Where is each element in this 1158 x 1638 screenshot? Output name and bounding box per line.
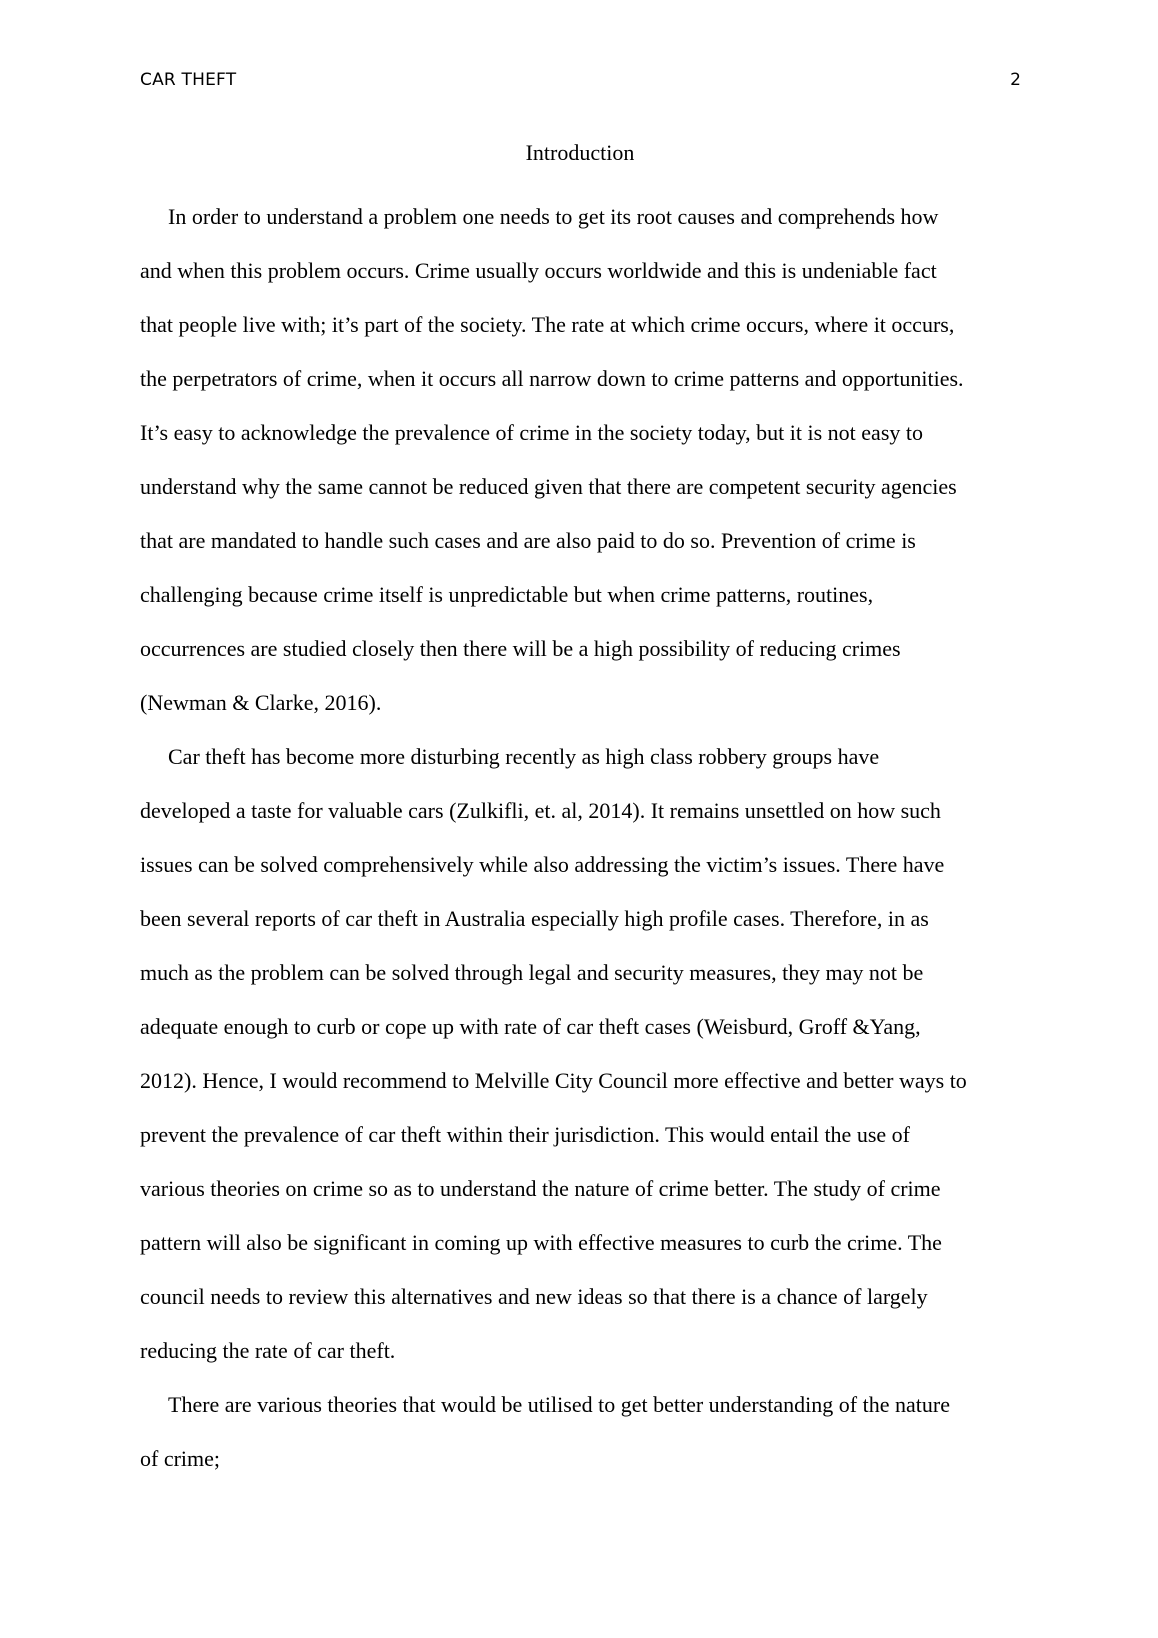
text-line: council needs to review this alternatives and new ideas so that there is a chance of largely [140, 1284, 928, 1309]
text-line: issues can be solved comprehensively while also addressing the victim’s issues. There have [140, 852, 945, 877]
document-body [140, 190, 1024, 1486]
text-line: challenging because crime itself is unpredictable but when crime patterns, routines, [140, 582, 874, 607]
text-line: (Newman & Clarke, 2016). [140, 690, 382, 715]
text-line: There are various theories that would be utilised to get better understanding of the nature [168, 1392, 950, 1417]
text-line: the perpetrators of crime, when it occurs all narrow down to crime patterns and opportunities. [140, 366, 964, 391]
text-line: 2012). Hence, I would recommend to Melville City Council more effective and better ways to [140, 1068, 967, 1093]
text-line: that people live with; it’s part of the society. The rate at which crime occurs, where it occurs, [140, 312, 955, 337]
text-line: of crime; [140, 1446, 221, 1471]
text-line: occurrences are studied closely then there will be a high possibility of reducing crimes [140, 636, 901, 661]
paragraph-1 [140, 190, 1024, 730]
text-line: been several reports of car theft in Australia especially high profile cases. Therefore, in as [140, 906, 929, 931]
text-line: understand why the same cannot be reduced given that there are competent security agencies [140, 474, 957, 499]
paragraph-3 [140, 1378, 1024, 1486]
page-number: 2 [1010, 70, 1021, 90]
text-line: prevent the prevalence of car theft within their jurisdiction. This would entail the use of [140, 1122, 910, 1147]
running-head: CAR THEFT [140, 70, 237, 90]
text-line: Car theft has become more disturbing recently as high class robbery groups have [168, 744, 880, 769]
text-line: It’s easy to acknowledge the prevalence of crime in the society today, but it is not easy to [140, 420, 923, 445]
text-line: and when this problem occurs. Crime usually occurs worldwide and this is undeniable fact [140, 258, 937, 283]
text-line: that are mandated to handle such cases and are also paid to do so. Prevention of crime is [140, 528, 916, 553]
paragraph-2 [140, 730, 1024, 1378]
text-line: pattern will also be significant in coming up with effective measures to curb the crime. The [140, 1230, 942, 1255]
text-line: reducing the rate of car theft. [140, 1338, 396, 1363]
text-line: adequate enough to curb or cope up with rate of car theft cases (Weisburd, Groff &Yang, [140, 1014, 921, 1039]
section-title: Introduction [525, 140, 635, 165]
text-line: In order to understand a problem one needs to get its root causes and comprehends how [168, 204, 939, 229]
text-line: much as the problem can be solved through legal and security measures, they may not be [140, 960, 924, 985]
text-line: developed a taste for valuable cars (Zulkifli, et. al, 2014). It remains unsettled on how such [140, 798, 941, 823]
text-line: various theories on crime so as to understand the nature of crime better. The study of crime [140, 1176, 941, 1201]
